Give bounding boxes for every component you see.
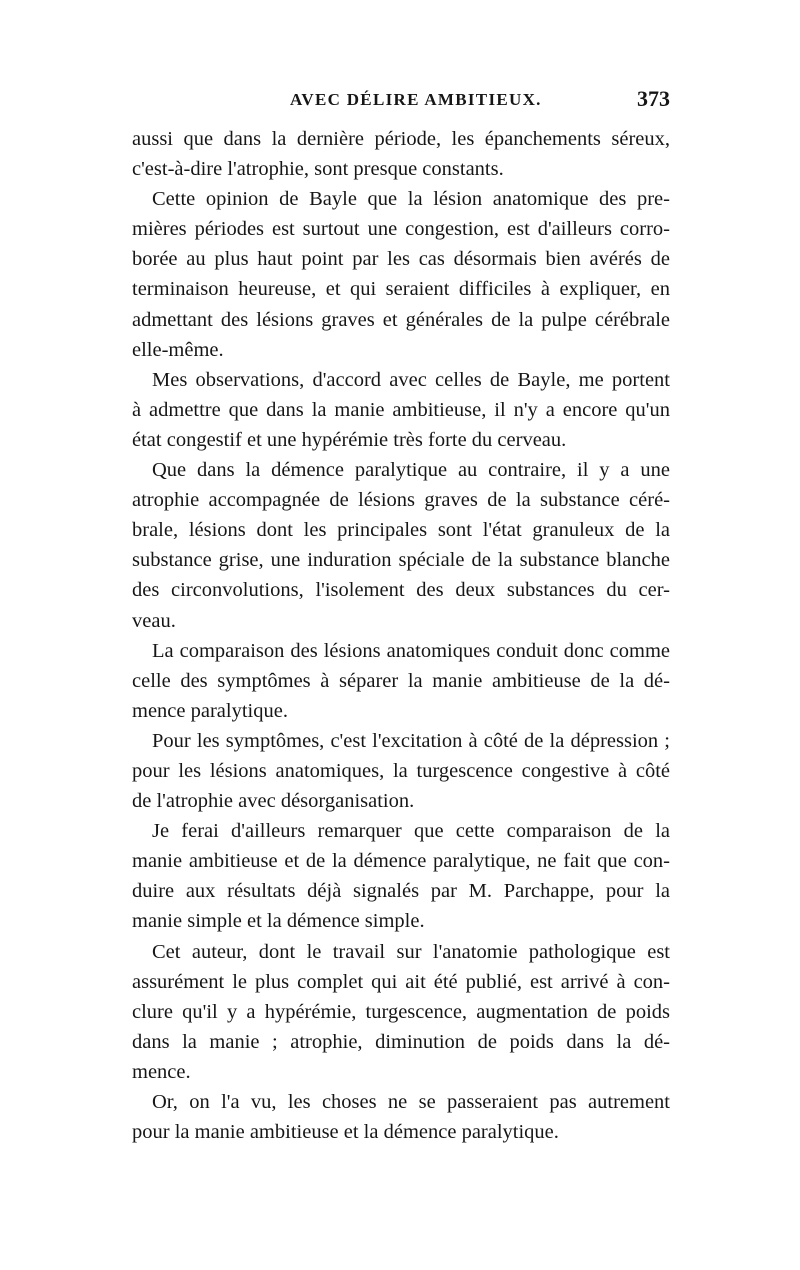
text-line: La comparaison des lésions anatomiques conduit donc comme	[152, 639, 670, 662]
text-line: admettant des lésions graves et générales de la pulpe cérébrale	[132, 308, 670, 331]
text-line: pour la manie ambitieuse et la démence paralytique.	[132, 1121, 559, 1144]
text-line: pour les lésions anatomiques, la turgescence congestive à côté	[132, 759, 670, 782]
text-line: dans la manie ; atrophie, diminution de poids dans la dé-	[132, 1030, 670, 1053]
text-line: Je ferai d'ailleurs remarquer que cette comparaison de la	[152, 820, 670, 843]
page-header	[132, 86, 670, 116]
page-number: 373	[637, 86, 670, 111]
text-line: aussi que dans la dernière période, les épanchements séreux,	[132, 128, 670, 150]
text-line: veau.	[132, 609, 176, 632]
text-line: substance grise, une induration spéciale de la substance blanche	[132, 549, 670, 572]
text-line: manie simple et la démence simple.	[132, 910, 425, 933]
text-line: terminaison heureuse, et qui seraient difficiles à expliquer, en	[132, 278, 670, 301]
text-line: de l'atrophie avec désorganisation.	[132, 790, 415, 813]
text-line: atrophie accompagnée de lésions graves de la substance céré-	[132, 489, 670, 512]
text-line: clure qu'il y a hypérémie, turgescence, augmentation de poids	[132, 1000, 670, 1023]
text-line: Cet auteur, dont le travail sur l'anatomie pathologique est	[152, 940, 670, 963]
text-line: c'est-à-dire l'atrophie, sont presque constants.	[132, 158, 504, 181]
text-line: mence paralytique.	[132, 699, 288, 722]
text-line: Mes observations, d'accord avec celles de Bayle, me portent	[152, 368, 670, 391]
body-text	[132, 124, 670, 1147]
text-line: Pour les symptômes, c'est l'excitation à côté de la dépression ;	[152, 729, 670, 752]
text-line: manie ambitieuse et de la démence paralytique, ne fait que con-	[132, 850, 670, 873]
text-line: Or, on l'a vu, les choses ne se passeraient pas autrement	[152, 1091, 670, 1113]
text-line: assurément le plus complet qui ait été publié, est arrivé à con-	[132, 970, 670, 993]
running-title: AVEC DÉLIRE AMBITIEUX.	[290, 90, 542, 109]
text-line: elle-même.	[132, 338, 224, 361]
text-line: mence.	[132, 1060, 191, 1083]
text-line: des circonvolutions, l'isolement des deux substances du cer-	[132, 579, 670, 602]
text-line: mières périodes est surtout une congestion, est d'ailleurs corro-	[132, 218, 670, 241]
text-line: borée au plus haut point par les cas désormais bien avérés de	[132, 248, 670, 271]
text-line: Que dans la démence paralytique au contraire, il y a une	[152, 459, 670, 482]
text-line: état congestif et une hypérémie très forte du cerveau.	[132, 428, 567, 451]
text-line: duire aux résultats déjà signalés par M. Parchappe, pour la	[132, 880, 670, 903]
text-line: brale, lésions dont les principales sont l'état granuleux de la	[132, 519, 670, 542]
text-line: celle des symptômes à séparer la manie ambitieuse de la dé-	[132, 669, 670, 692]
text-line: Cette opinion de Bayle que la lésion anatomique des pre-	[152, 188, 670, 211]
text-line: à admettre que dans la manie ambitieuse, il n'y a encore qu'un	[132, 398, 670, 421]
